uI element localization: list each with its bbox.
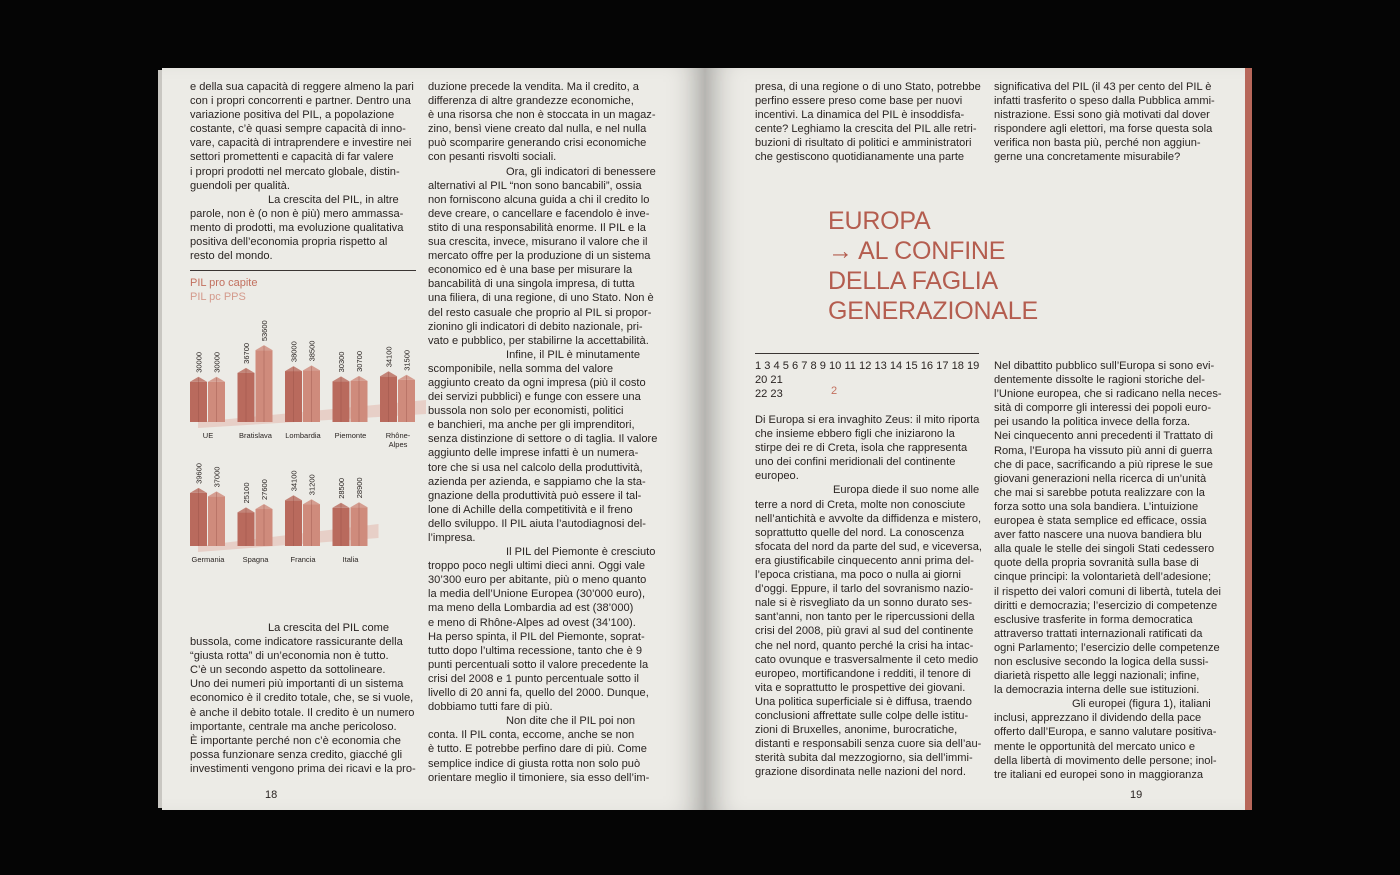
text-line: buzioni di risultato di politici e amministratori <box>755 137 972 150</box>
text-line: La crescita del PIL, in altre <box>268 193 399 206</box>
category-label: Rhône- <box>385 431 411 440</box>
value-label: 34100 <box>384 346 394 368</box>
value-label: 38500 <box>307 340 317 362</box>
text-line: investimenti vengono prima dei ricavi e la pro- <box>190 762 416 775</box>
left-column-1-top <box>190 80 422 263</box>
text-line: d’oggi. Eppure, il tarlo del sovranismo nazio- <box>755 583 974 596</box>
value-label: 30000 <box>212 351 222 373</box>
text-line: importante, centrale ma anche pericoloso. <box>190 720 397 733</box>
gdp-chart <box>186 320 426 579</box>
chapter-nav <box>755 359 987 401</box>
left-column-2 <box>428 80 660 785</box>
current-chapter: 2 <box>831 385 838 397</box>
text-line: diarietà rispetto alle leggi nazionali; infine, <box>994 670 1200 683</box>
text-line: aggiunto creato da ogni impresa (più il costo <box>428 376 646 389</box>
value-label: 39600 <box>194 463 204 484</box>
text-line: crisi del 2008 e 1 punto percentuale sotto il <box>428 672 639 685</box>
text-line: i propri prodotti nel mercato globale, distin- <box>190 165 400 178</box>
text-line: positiva dell’economia propria rispetto al <box>190 236 388 249</box>
category-label: Italia <box>342 555 359 564</box>
value-label: 28500 <box>337 477 346 499</box>
text-line: alla quale le stelle dei singoli Stati cedessero <box>994 543 1215 556</box>
value-label: 30700 <box>355 351 364 372</box>
right-column-1-body <box>755 413 987 779</box>
text-line: una filiera, di una regione, di uno Stato. Non è <box>428 292 654 305</box>
chapter-nav-rule <box>755 353 979 354</box>
text-line: attraverso trattati internazionali ratificati da <box>994 627 1203 640</box>
text-line: 30’300 euro per abitante, più o meno quanto <box>428 574 647 587</box>
text-line: e meno di Rhône-Alpes ad ovest (34’100). <box>428 616 636 629</box>
text-line: Non dite che il PIL poi non <box>506 715 636 728</box>
text-line: è una risorsa che non è stoccata in un magaz- <box>428 109 656 122</box>
text-line: Ha perso spinta, il PIL del Piemonte, soprat- <box>428 630 645 643</box>
category-label: Alpes <box>388 440 408 449</box>
text-line: C’è un secondo aspetto da sottolineare. <box>190 664 386 677</box>
text-line: è anche il debito totale. Il credito è un numero <box>190 706 415 719</box>
heading-line: → AL CONFINE <box>828 237 1006 265</box>
text-line: che gestiscono quotidianamente una parte <box>755 151 965 164</box>
text-line: crisi del 2008, più gravi al sud del continente <box>755 625 974 638</box>
text-line: cente? Leghiamo la crescita del PIL alle retri- <box>755 123 977 136</box>
text-line: Nei cinquecento anni precedenti il Trattato di <box>994 430 1213 443</box>
value-label: 37000 <box>212 466 222 488</box>
right-column-2-top <box>994 80 1226 165</box>
text-line: cinque principi: la volontarietà dell’adesione; <box>994 571 1212 584</box>
text-line: europeo, mortificandone i redditi, il tenore di <box>755 667 971 680</box>
text-line: variazione positiva del PIL, a popolazione <box>190 109 395 122</box>
chart-top-rule <box>190 270 416 271</box>
text-line: Europa diede il suo nome alle <box>833 484 980 497</box>
text-line: Una politica superficiale si è diffusa, traendo <box>755 695 972 708</box>
text-line: Nel dibattito pubblico sull’Europa si sono evi- <box>994 360 1215 372</box>
text-line: inclusi, apprezzano il dividendo della pace <box>994 712 1202 725</box>
text-line: conta. Il PIL conta, eccome, anche se non <box>428 729 635 742</box>
value-label: 34100 <box>289 470 299 492</box>
legend-series-2: PIL pc PPS <box>190 291 246 303</box>
heading-line: EUROPA <box>828 207 931 235</box>
chart-legend <box>190 276 416 304</box>
text-line: distanti e responsabili senza cuore sia dell’au- <box>755 738 982 751</box>
text-line: lone di Achille della competitività e il freno <box>428 503 633 516</box>
text-line: e della sua capacità di reggere almeno la pari <box>190 81 414 93</box>
text-line: non forniscono alcuna guida a chi il credito lo <box>428 193 650 206</box>
text-line: ogni Parlamento; l’esercizio delle competenze <box>994 641 1220 654</box>
text-line: Gli europei (figura 1), italiani <box>1072 698 1211 711</box>
text-line: quote della propria sovranità sulla base di <box>994 557 1199 570</box>
text-line: È importante perché non c’è economia che <box>190 734 401 747</box>
text-line: può scomparire generando crisi economiche <box>428 137 647 150</box>
text-line: guendoli per qualità. <box>190 179 290 192</box>
text-line: tre italiani ed europei sono in maggioranza <box>994 768 1204 781</box>
text-line: aggiunto delle imprese infatti è un numera- <box>428 447 639 460</box>
text-line: zino, bensì viene creato dal nulla, e nel nulla <box>428 123 647 136</box>
heading-line: GENERAZIONALE <box>828 297 1038 325</box>
category-label: UE <box>202 431 214 440</box>
category-label: Lombardia <box>285 431 321 440</box>
text-line: economico ed è una base per misurare la <box>428 264 633 277</box>
text-line: Il PIL del Piemonte è cresciuto <box>506 546 656 559</box>
text-line: Ora, gli indicatori di benessere <box>506 165 656 178</box>
text-line: nell’antichità e avvolte da diffidenza e mistero, <box>755 512 982 525</box>
text-line: del resto casuale che proprio al PIL si propor- <box>428 306 652 319</box>
text-line: duzione precede la vendita. Ma il credito, a <box>428 81 639 93</box>
text-line: Infine, il PIL è minutamente <box>506 348 641 361</box>
text-line: dei servizi pubblici) e funge con essere una <box>428 391 641 404</box>
text-line: terre a nord di Creta, molte non conosciute <box>755 498 966 511</box>
text-line: con i propri concorrenti e partner. Dentro una <box>190 95 411 108</box>
text-line: verifica non basta più, perché non aggiun- <box>994 137 1201 150</box>
text-line: vato e pubblico, per stabilirne la accettabilità. <box>428 334 649 347</box>
text-line: che insieme ebbero figli che iniziarono la <box>755 428 955 441</box>
text-line: scomponibile, nella somma del valore <box>428 362 613 375</box>
text-line: economico è il credito totale, che, se si vuole, <box>190 692 414 705</box>
text-line: settori promettenti e capacità di far valere <box>190 151 394 164</box>
value-label: 31200 <box>307 474 317 496</box>
text-line: esclusive trasferite in forma democratica <box>994 613 1193 626</box>
text-line: infatti trasferito o speso dalla Pubblica ammi- <box>994 95 1215 108</box>
text-line: tutto dopo l’ultima recessione, tanto che è 9 <box>428 644 642 657</box>
text-line: resto del mondo. <box>190 250 273 263</box>
text-line: che nel nord, quanto perché la crisi ha intac- <box>755 639 974 652</box>
text-line: significativa del PIL (il 43 per cento del PIL è <box>994 81 1212 93</box>
value-label: 36700 <box>242 342 251 364</box>
text-line: Uno dei numeri più importanti di un sistema <box>190 678 404 691</box>
text-line: nistrazione. Essi sono già motivati dal dover <box>994 109 1210 122</box>
text-line: “giusta rotta” di un’economia non è tutto. <box>190 650 389 663</box>
text-line: gerne una concretamente misurabile? <box>994 151 1181 164</box>
text-line: mento di prodotti, ma evoluzione qualitativa <box>190 221 404 234</box>
text-line: zionino gli indicatori di debito nazionale, pri- <box>428 320 643 333</box>
text-line: europeo. <box>755 470 799 483</box>
text-line: cato ovunque e trasversalmente il ceto medio <box>755 653 979 666</box>
text-line: La crescita del PIL come <box>268 622 390 634</box>
value-label: 30300 <box>337 351 346 373</box>
text-line: diritti e democrazia; l’esercizio di competenze <box>994 599 1218 612</box>
value-label: 31500 <box>402 349 412 371</box>
text-line: parole, non è (o non è più) mero ammassa- <box>190 207 404 220</box>
text-line: tore che si usa nel calcolo della produttività, <box>428 461 643 474</box>
text-line: forza sotto una sola bandiera. L’intuizione <box>994 500 1199 513</box>
text-line: la democrazia interna delle sue istituzioni. <box>994 684 1200 697</box>
value-label: 28900 <box>355 477 364 499</box>
chapter-nav-line: 1 3 4 5 6 7 8 9 10 11 12 13 14 15 16 17 18 19 20 21 <box>755 360 980 387</box>
text-line: bancabilità di una singola impresa, di tutta <box>428 278 635 291</box>
text-line: è tutto. E potrebbe perfino dare di più. Come <box>428 743 647 756</box>
text-line: semplice indice di giusta rotta non solo può <box>428 757 641 770</box>
text-line: Roma, l’Europa ha vissuto più anni di guerra <box>994 444 1213 457</box>
text-line: presa, di una regione o di uno Stato, potrebbe <box>755 81 981 93</box>
text-line: sant’anni, non tanto per le ripercussioni della <box>755 611 975 624</box>
text-line: pei usando la politica invece della forza. <box>994 416 1191 429</box>
text-line: azienda per azienda, e sappiamo che la sta- <box>428 475 646 488</box>
text-line: bussola, come indicatore rassicurante della <box>190 636 403 649</box>
text-line: livello di 20 anni fa, quello del 2000. Dunque, <box>428 687 649 700</box>
text-line: dentemente dissolte le ragioni storiche del- <box>994 374 1205 387</box>
text-line: sterità subita dal mezzogiorno, sia dell’immi- <box>755 752 973 765</box>
text-line: bussola non solo per economisti, politici <box>428 405 624 418</box>
value-label: 27600 <box>260 479 269 501</box>
text-line: possa funzionare senza credito, giacché gli <box>190 748 403 761</box>
page-number-right: 19 <box>1130 789 1143 801</box>
chapter-heading <box>828 206 1038 326</box>
text-line: senza distinzione di settore o di taglia. Il valore <box>428 433 658 446</box>
legend-series-1: PIL pro capite <box>190 277 258 289</box>
text-line: vita e soprattutto le prospettive dei giovani. <box>755 681 966 694</box>
text-line: mercato offre per la produzione di un sistema <box>428 250 651 263</box>
text-line: era giustificabile cinquecento anni prima del- <box>755 554 974 567</box>
text-line: la media dell’Unione Europea (30’000 euro), <box>428 588 646 601</box>
text-line: differenza di altre grandezze economiche, <box>428 95 634 108</box>
text-line: giovani generazioni nella ricerca di un’unità <box>994 472 1207 485</box>
text-line: stito di una responsabilità enorme. Il PIL e la <box>428 221 646 234</box>
text-line: sua crescita, invece, misurano il valore che il <box>428 236 648 249</box>
text-line: europea è stata semplice ed efficace, ossia <box>994 515 1207 528</box>
text-line: il rispetto dei valori comuni di libertà, tutela dei <box>994 585 1221 598</box>
text-line: non esclusive secondo la logica della sussi- <box>994 655 1209 668</box>
text-line: della libertà di movimento delle persone; inol- <box>994 754 1217 767</box>
text-line: dobbiamo tutti fare di più. <box>428 701 553 714</box>
text-line: nale si è risvegliato da un sonno durato ses- <box>755 597 973 610</box>
category-label: Germania <box>191 555 225 564</box>
text-line: aver fatto nascere una nuova bandiera blu <box>994 529 1202 542</box>
text-line: sità di comporre gli interessi dei popoli euro- <box>994 402 1212 415</box>
text-line: perfino essere preso come base per nuovi <box>755 95 963 108</box>
text-line: uno dei confini meridionali del continente <box>755 456 956 469</box>
text-line: ma meno della Lombardia ad est (38’000) <box>428 602 634 615</box>
text-line: che di pace, sacrificando a più riprese le sue <box>994 458 1213 471</box>
text-line: conclusioni affrettate sulle colpe delle istitu- <box>755 709 969 722</box>
value-label: 38000 <box>289 341 299 363</box>
text-line: l’Unione europea, che si radicano nella neces- <box>994 388 1222 401</box>
text-line: punti percentuali sotto il valore precedente la <box>428 658 649 671</box>
left-column-1-bottom <box>190 621 422 776</box>
text-line: l’epoca cristiana, ma poco o nulla ai giorni <box>755 569 961 582</box>
text-line: incentivi. La dinamica del PIL è insoddisfa- <box>755 109 965 122</box>
text-line: stirpe dei re di Creta, isola che rappresenta <box>755 442 968 455</box>
value-label: 30000 <box>194 351 204 373</box>
chapter-nav-line: 22 23 <box>755 388 783 401</box>
text-line: troppo poco negli ultimi dieci anni. Oggi vale <box>428 560 646 573</box>
category-label: Bratislava <box>239 431 272 440</box>
category-label: Francia <box>290 555 316 564</box>
category-label: Piemonte <box>334 431 367 440</box>
text-line: costante, c’è quasi sempre capacità di inno- <box>190 123 406 136</box>
value-label: 53600 <box>260 320 269 342</box>
right-column-2-body <box>994 359 1226 782</box>
text-line: sfocata del nord da parte del sud, e viceversa, <box>755 540 982 553</box>
text-line: grazione disordinata nelle nazioni del nord. <box>755 766 966 779</box>
text-line: vare, capacità di intraprendere e investire nei <box>190 137 412 150</box>
category-label: Spagna <box>242 555 269 564</box>
text-line: rispondere agli elettori, ma forse questa sola <box>994 123 1213 136</box>
text-line: deve creare, o cancellare e facendolo è inve- <box>428 207 650 220</box>
text-line: mente le opportunità del mercato unico e <box>994 740 1196 753</box>
text-line: dello sviluppo. Il PIL aiuta l’autodiagnosi del- <box>428 517 646 530</box>
right-column-1-top <box>755 80 987 165</box>
text-line: che mai si sarebbe potuta realizzare con la <box>994 486 1205 499</box>
value-label: 25100 <box>242 482 251 504</box>
text-line: l’impresa. <box>428 532 476 544</box>
text-line: soprattutto quelle del nord. La conoscenza <box>755 526 965 539</box>
text-line: alternativi al PIL “non sono bancabili”, ossia <box>428 179 642 192</box>
text-line: con pesanti risvolti sociali. <box>428 151 557 164</box>
gdp-chart-svg <box>186 320 426 579</box>
text-line: zioni di Bruxelles, anonime, burocratiche, <box>755 724 958 737</box>
text-line: offerto dall’Europa, e sanno valutare positiva- <box>994 726 1217 739</box>
text-line: gnazione della produttività può essere il tal- <box>428 489 642 502</box>
heading-line: DELLA FAGLIA <box>828 267 998 295</box>
text-line: e banchieri, ma anche per gli imprenditori, <box>428 419 635 432</box>
text-line: Di Europa si era invaghito Zeus: il mito riporta <box>755 414 980 426</box>
page-number-left: 18 <box>265 789 278 801</box>
text-line: orientare meglio il timoniere, sia esso dell’im- <box>428 771 650 784</box>
